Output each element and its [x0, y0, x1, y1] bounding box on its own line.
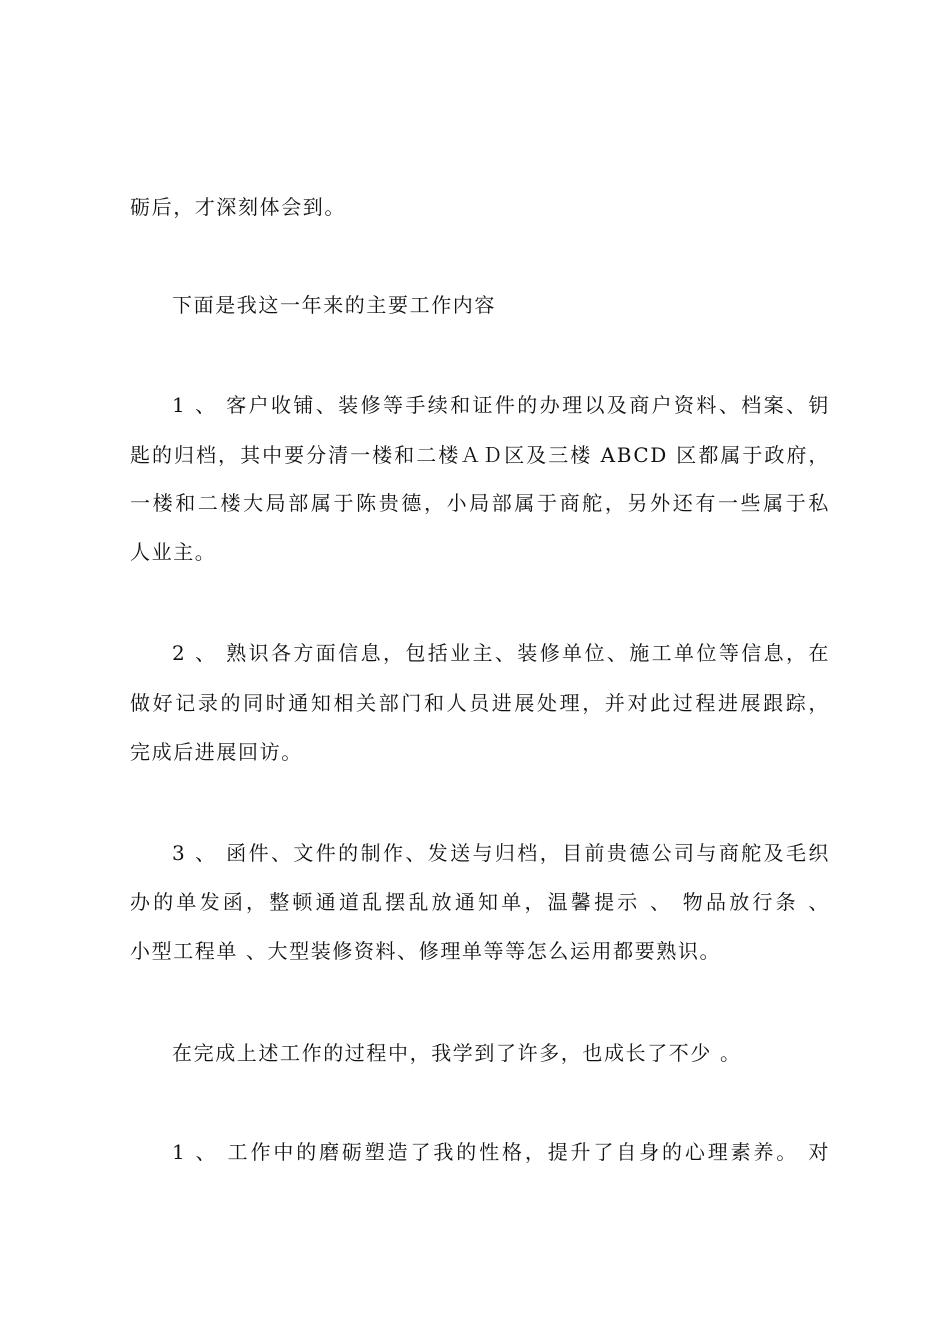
learning-intro-line: 在完成上述工作的过程中，我学到了许多，也成长了不少 。 [172, 1041, 742, 1065]
item-1-line-3: 一楼和二楼大局部属于陈贵德，小局部属于商舵，另外还有一些属于私 [130, 491, 830, 515]
section-intro-line: 下面是我这一年来的主要工作内容 [172, 293, 496, 317]
learning-item-1-line-1: 1 、 工作中的磨砺塑造了我的性格，提升了自身的心理素养。 对 [172, 1140, 830, 1164]
item-2-line-3: 完成后进展回访。 [130, 740, 303, 764]
item-3-line-2: 办的单发函，整顿通道乱摆乱放通知单，温馨提示 、 物品放行条 、 [130, 890, 830, 914]
item-2-line-1: 2 、 熟识各方面信息，包括业主、装修单位、施工单位等信息，在 [172, 641, 830, 665]
item-2-line-2: 做好记录的同时通知相关部门和人员进展处理，并对此过程进展跟踪， [130, 691, 830, 715]
item-1-line-1: 1 、 客户收铺、装修等手续和证件的办理以及商户资料、档案、钥 [172, 393, 830, 417]
item-1-line-4: 人业主。 [130, 540, 217, 564]
item-3-line-3: 小型工程单 、大型装修资料、修理单等等怎么运用都要熟识。 [130, 939, 722, 963]
item-1-line-2: 匙的归档，其中要分清一楼和二楼ＡＤ区及三楼 ABCD 区都属于政府， [130, 443, 830, 467]
paragraph-continuation-line: 砺后，才深刻体会到。 [130, 195, 346, 219]
item-3-line-1: 3 、 函件、文件的制作、发送与归档，目前贵德公司与商舵及毛织 [172, 841, 830, 865]
